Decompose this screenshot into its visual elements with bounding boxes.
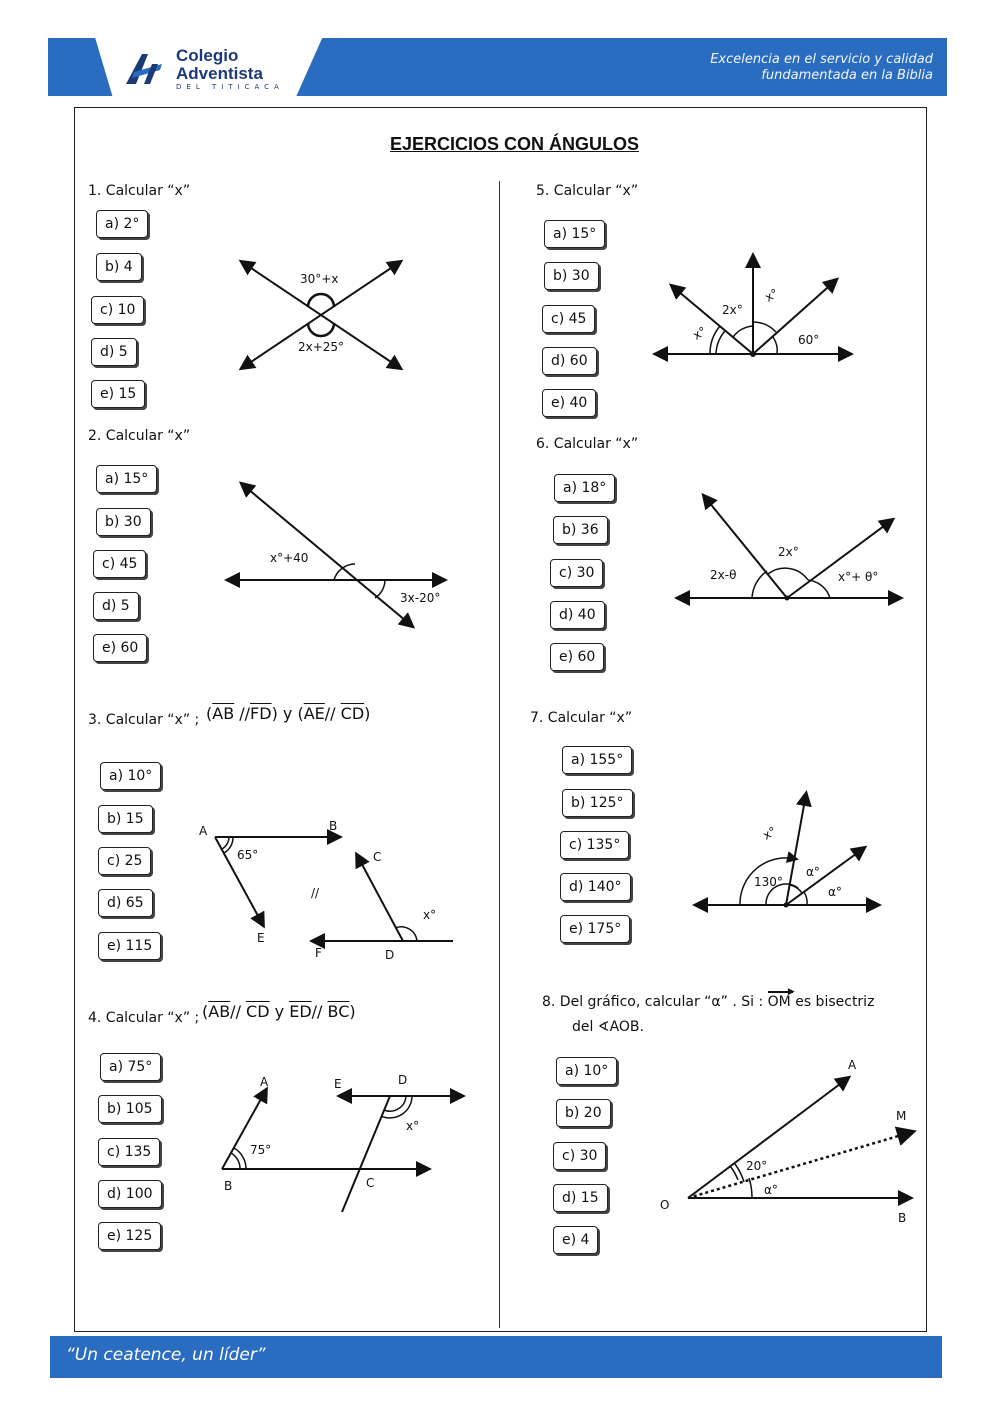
problem-7-prompt: 7. Calcular “x” xyxy=(530,710,633,726)
angle-label-bottom: 2x+25° xyxy=(298,340,345,354)
problem-6-figure xyxy=(672,488,907,608)
problem-1-option-e[interactable]: e) 15 xyxy=(91,380,145,408)
label-B: B xyxy=(898,1211,907,1225)
problem-8-prompt-line2: del ∢AOB. xyxy=(572,1019,644,1035)
problem-6-prompt: 6. Calcular “x” xyxy=(536,436,639,452)
arc-20-2 xyxy=(730,1166,738,1180)
ray-steep xyxy=(786,794,806,905)
page-title: EJERCICIOS CON ÁNGULOS xyxy=(390,134,640,154)
problem-3-condition: ($\overline{AB}$ $//\overline{FD}$) y ($\overline{AE}//$ $\overline{CD}$) xyxy=(206,704,371,723)
problem-8-option-e[interactable]: e) 4 xyxy=(553,1226,598,1254)
label-E: E xyxy=(257,931,265,945)
label-A: A xyxy=(848,1058,857,1072)
line-DC xyxy=(342,1096,390,1212)
label-x: x° xyxy=(760,823,779,843)
ray-left xyxy=(672,286,753,354)
problem-6-option-e[interactable]: e) 60 xyxy=(550,643,604,671)
problem-3-option-b[interactable]: b) 15 xyxy=(98,805,153,833)
label-2x: 2x° xyxy=(722,303,743,317)
header-banner xyxy=(48,38,947,96)
transversal-line xyxy=(242,484,412,626)
vertex-point xyxy=(750,351,756,357)
arc-mid xyxy=(768,568,808,580)
problem-5-prompt: 5. Calcular “x” xyxy=(536,183,639,199)
problem-7-option-b[interactable]: b) 125° xyxy=(562,789,633,817)
problem-1-option-a[interactable]: a) 2° xyxy=(96,210,148,238)
problem-3-option-e[interactable]: e) 115 xyxy=(98,932,161,960)
vertex-point xyxy=(785,596,790,601)
label-alpha-2: α° xyxy=(828,885,842,899)
problem-3-figure xyxy=(195,815,465,965)
problem-8-prompt: 8. Del gráfico, calcular “α” . Si : ▶ OM es bisectriz xyxy=(542,987,875,1010)
label-65: 65° xyxy=(237,848,259,862)
problem-7-option-c[interactable]: c) 135° xyxy=(560,831,629,859)
problem-8-option-b[interactable]: b) 20 xyxy=(556,1099,611,1127)
logo-text-titicaca: DEL TITICACA xyxy=(176,83,284,91)
problem-2-option-e[interactable]: e) 60 xyxy=(93,634,147,662)
label-F: F xyxy=(315,946,322,960)
problem-2-prompt: 2. Calcular “x” xyxy=(88,428,191,444)
label-20: 20° xyxy=(746,1159,768,1173)
label-130: 130° xyxy=(754,875,783,889)
label-x-theta: x°+ θ° xyxy=(838,570,879,584)
ray-OA xyxy=(688,1078,848,1198)
problem-4-option-b[interactable]: b) 105 xyxy=(98,1095,162,1123)
ray-OM xyxy=(688,1132,912,1198)
problem-5-option-c[interactable]: c) 45 xyxy=(542,305,595,333)
label-75: 75° xyxy=(250,1143,272,1157)
problem-6-option-d[interactable]: d) 40 xyxy=(550,601,605,629)
problem-7-option-e[interactable]: e) 175° xyxy=(560,915,630,943)
label-parallel: // xyxy=(311,886,320,900)
label-C: C xyxy=(366,1176,375,1190)
angle-arc-left xyxy=(334,564,355,580)
footer-banner xyxy=(50,1336,942,1378)
problem-1-prompt: 1. Calcular “x” xyxy=(88,183,191,199)
label-x-left: x° xyxy=(690,323,709,343)
problem-8-option-a[interactable]: a) 10° xyxy=(556,1057,617,1085)
slogan-line-1: Excelencia en el servicio y calidad xyxy=(710,52,933,67)
problem-4-condition: ($\overline{AB}//$ $\overline{CD}$ y $\overline{ED}//$ $\overline{BC}$) xyxy=(202,1002,356,1021)
arc-x-right xyxy=(753,322,776,332)
problem-4-option-d[interactable]: d) 100 xyxy=(98,1180,162,1208)
label-60: 60° xyxy=(798,333,820,347)
label-alpha-1: α° xyxy=(806,865,820,879)
problem-8-option-d[interactable]: d) 15 xyxy=(553,1184,608,1212)
problem-2-option-d[interactable]: d) 5 xyxy=(93,592,139,620)
label-x: x° xyxy=(423,908,437,922)
problem-2-option-c[interactable]: c) 45 xyxy=(93,550,146,578)
vertex-point xyxy=(784,903,789,908)
logo-text-colegio: Colegio xyxy=(176,46,239,65)
label-2x: 2x° xyxy=(778,545,799,559)
label-E: E xyxy=(334,1077,342,1091)
arc-20 xyxy=(735,1164,744,1182)
problem-4-option-e[interactable]: e) 125 xyxy=(98,1222,161,1250)
label-B: B xyxy=(224,1179,233,1193)
angle-arc-bottom xyxy=(308,323,334,336)
angle-label-right: 3x-20° xyxy=(400,591,441,605)
problem-1-figure xyxy=(230,250,415,375)
logo-text-adventista: Adventista xyxy=(176,64,263,83)
angle-label-top: 30°+x xyxy=(300,272,339,286)
problem-3-prompt: 3. Calcular “x” ; xyxy=(88,712,200,728)
label-2x-theta: 2x-θ xyxy=(710,568,737,582)
header-slogan xyxy=(710,52,933,84)
problem-3-option-c[interactable]: c) 25 xyxy=(98,847,151,875)
problem-4-figure xyxy=(210,1070,472,1220)
problem-2-option-a[interactable]: a) 15° xyxy=(96,465,157,493)
problem-2-option-b[interactable]: b) 30 xyxy=(96,508,151,536)
arc-60 xyxy=(773,337,777,354)
problem-7-option-d[interactable]: d) 140° xyxy=(560,873,631,901)
ray-shallow xyxy=(786,848,864,905)
label-C: C xyxy=(373,850,382,864)
problem-2-figure xyxy=(222,478,462,633)
problem-5-option-e[interactable]: e) 40 xyxy=(542,389,596,417)
angle-label-left: x°+40 xyxy=(270,551,309,565)
problem-4-option-a[interactable]: a) 75° xyxy=(100,1053,161,1081)
slogan-line-2: fundamentada en la Biblia xyxy=(761,68,933,83)
problem-4-prompt: 4. Calcular “x” ; xyxy=(88,1010,200,1026)
problem-6-option-a[interactable]: a) 18° xyxy=(554,474,615,502)
problem-4-option-c[interactable]: c) 135 xyxy=(98,1138,160,1166)
problem-8-figure xyxy=(652,1052,927,1232)
label-M: M xyxy=(896,1109,907,1123)
arc-alpha xyxy=(749,1178,752,1198)
arc-2x xyxy=(733,326,753,337)
label-x-right: x° xyxy=(762,285,781,305)
label-A: A xyxy=(260,1075,269,1089)
problem-5-option-d[interactable]: d) 60 xyxy=(542,347,597,375)
problem-8-option-c[interactable]: c) 30 xyxy=(553,1142,606,1170)
label-D: D xyxy=(385,948,395,962)
label-O: O xyxy=(660,1198,670,1212)
vector-om: ▶ OM xyxy=(767,987,795,1010)
ray-left xyxy=(704,496,787,598)
angle-arc-B xyxy=(231,1153,240,1169)
angle-arc-top xyxy=(308,294,334,307)
label-A: A xyxy=(199,824,208,838)
angle-arc-A xyxy=(222,837,229,849)
label-B: B xyxy=(329,819,338,833)
problem-1-option-d[interactable]: d) 5 xyxy=(91,338,137,366)
problem-3-option-d[interactable]: d) 65 xyxy=(98,889,153,917)
problem-1-option-c[interactable]: c) 10 xyxy=(91,296,144,324)
problem-7-option-a[interactable]: a) 155° xyxy=(562,746,632,774)
ray-BA xyxy=(222,1090,266,1169)
label-x: x° xyxy=(406,1119,420,1133)
problem-6-option-b[interactable]: b) 36 xyxy=(553,516,608,544)
arc-x-left xyxy=(716,331,725,354)
column-divider xyxy=(499,181,500,1328)
ray-right xyxy=(787,520,892,598)
problem-5-option-a[interactable]: a) 15° xyxy=(544,220,605,248)
problem-7-figure xyxy=(690,788,885,913)
school-logo-icon xyxy=(124,52,164,86)
problem-1-option-b[interactable]: b) 4 xyxy=(96,253,142,281)
problem-5-option-b[interactable]: b) 30 xyxy=(544,262,599,290)
footer-motto: “Un ceatence, un líder” xyxy=(66,1345,266,1365)
arc-alpha-2 xyxy=(804,892,807,905)
problem-3-option-a[interactable]: a) 10° xyxy=(100,762,161,790)
label-alpha: α° xyxy=(764,1183,778,1197)
problem-5-figure xyxy=(650,250,860,365)
arc-left xyxy=(752,571,767,598)
label-D: D xyxy=(398,1073,408,1087)
problem-6-option-c[interactable]: c) 30 xyxy=(550,559,603,587)
arc-right xyxy=(808,580,830,598)
